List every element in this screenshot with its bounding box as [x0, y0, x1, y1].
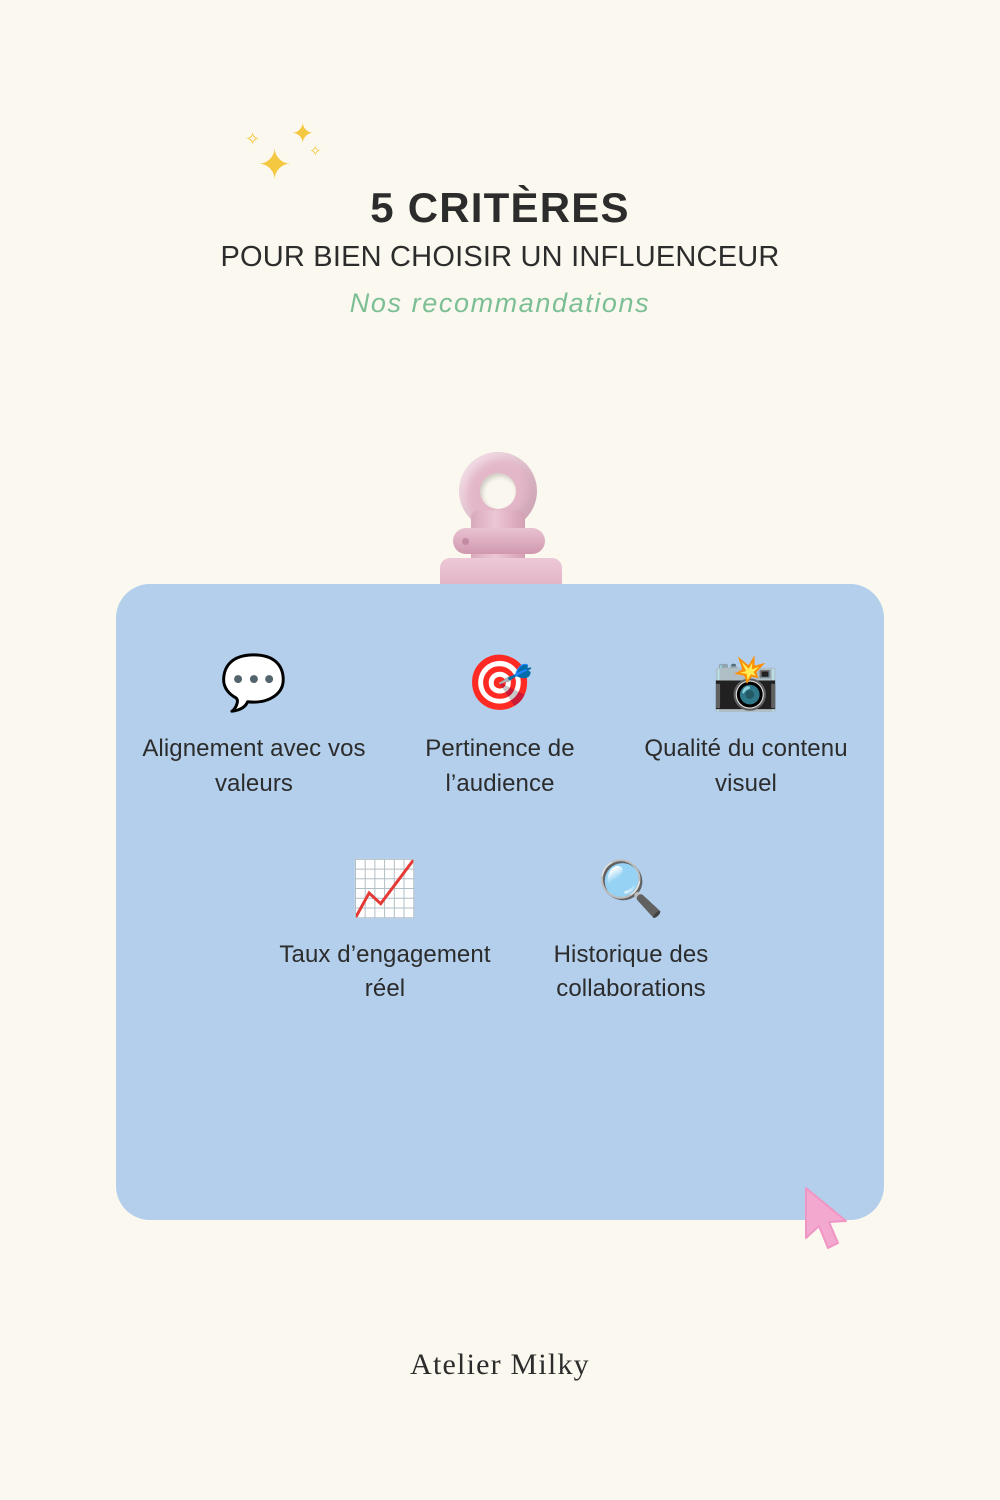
mouse-pointer-icon — [800, 1186, 854, 1256]
clip-hole — [480, 473, 516, 509]
clip-pivot — [453, 528, 545, 554]
sparkle-icon: ✦ — [257, 141, 293, 188]
criteria-card — [116, 584, 884, 1220]
brand-name: Atelier Milky — [410, 1348, 590, 1381]
footer — [0, 1348, 1000, 1382]
camera-flash-icon: 📸 — [712, 653, 780, 713]
page-tagline: Nos recommandations — [349, 287, 651, 318]
page-title: 5 CRITÈRES — [370, 184, 630, 231]
criteria-item-2 — [377, 653, 623, 802]
sparkle-small-icon: ✧ — [245, 129, 261, 149]
header — [0, 186, 1000, 319]
sparkle-small-icon: ✧ — [309, 143, 322, 160]
criteria-item-4 — [262, 858, 508, 1008]
criteria-label: Pertinence de l’audience — [425, 735, 575, 797]
criteria-label: Alignement avec vos valeurs — [142, 735, 366, 797]
criteria-label: Qualité du contenu visuel — [644, 735, 848, 797]
criteria-item-5 — [508, 858, 754, 1008]
criteria-row — [116, 858, 884, 1008]
criteria-label: Historique des collaborations — [553, 940, 709, 1003]
criteria-row — [116, 653, 884, 802]
magnifying-glass-icon: 🔍 — [597, 858, 665, 919]
criteria-item-3 — [623, 653, 869, 802]
target-icon: 🎯 — [466, 653, 534, 713]
chart-increasing-icon: 📈 — [351, 858, 419, 919]
page-subtitle: POUR BIEN CHOISIR UN INFLUENCEUR — [220, 241, 780, 274]
criteria-item-1 — [131, 653, 377, 802]
criteria-grid — [116, 653, 884, 1007]
speech-balloon-icon: 💬 — [220, 653, 288, 713]
sparkle-icon: ✦ — [291, 118, 315, 149]
criteria-label: Taux d’engagement réel — [279, 940, 491, 1003]
